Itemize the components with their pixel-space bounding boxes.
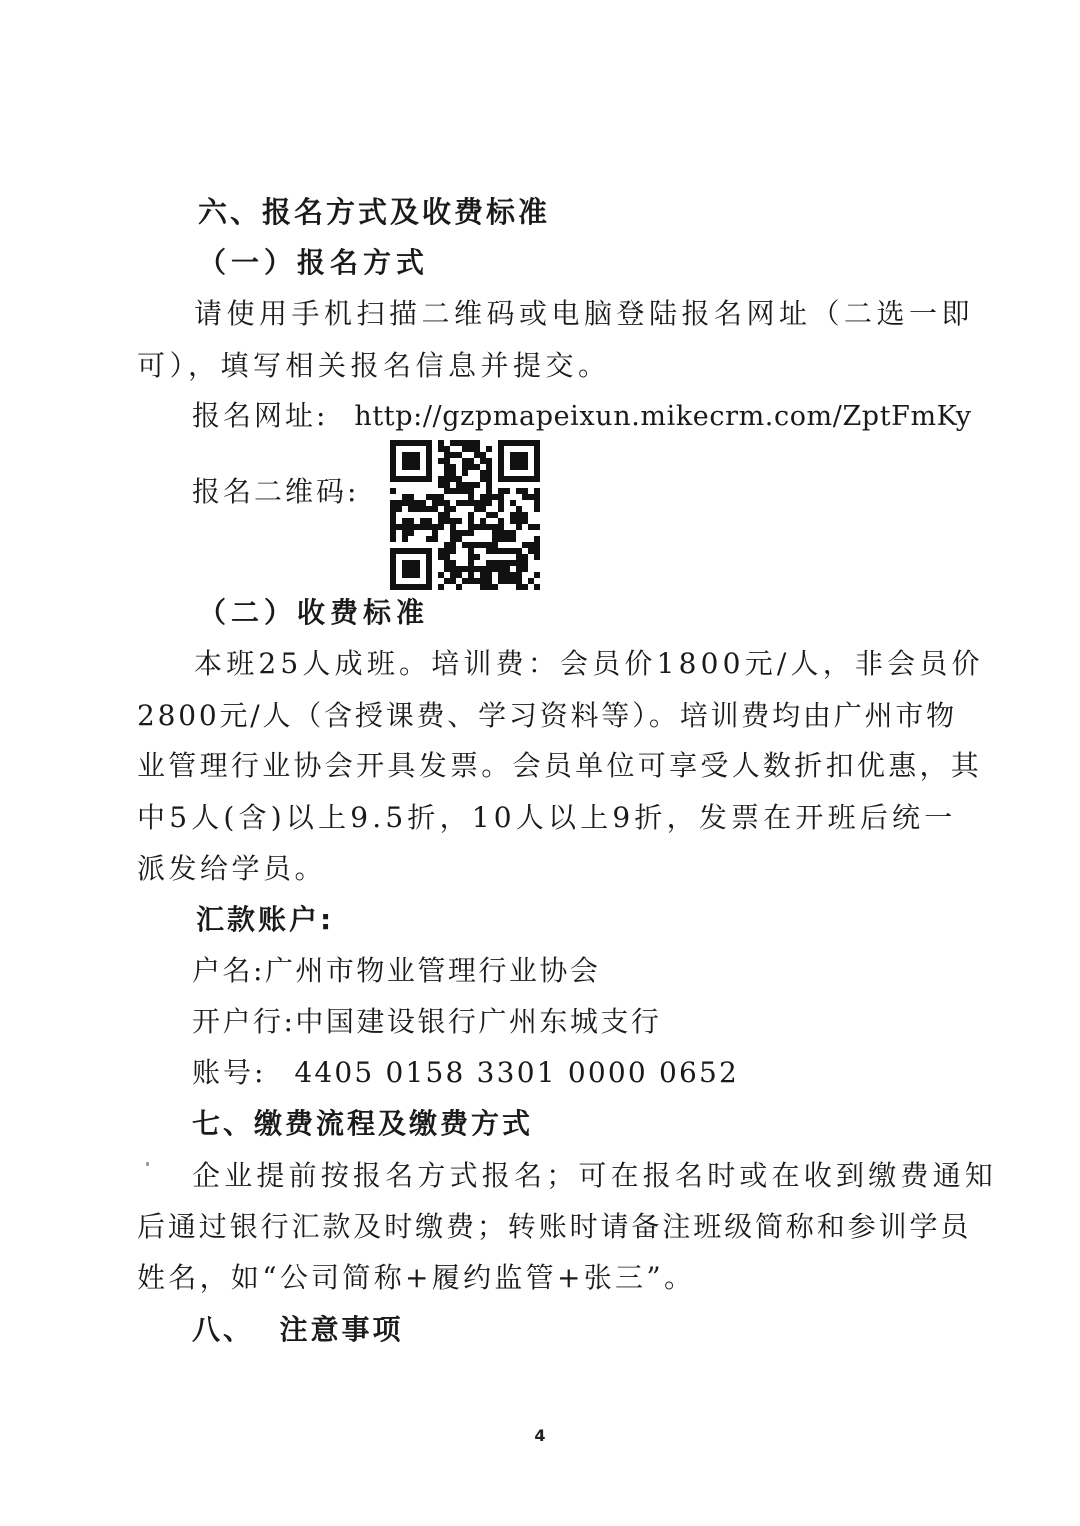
paragraph-line: 业管理行业协会开具发票。会员单位可享受人数折扣优惠，其 [137,749,983,782]
paragraph-line: 后通过银行汇款及时缴费；转账时请备注班级简称和参训学员 [137,1210,972,1243]
paragraph-line: 2800元/人（含授课费、学习资料等）。培训费均由广州市物 [137,699,957,732]
paragraph-line: 派发给学员。 [137,852,327,885]
section-6-heading: 六、报名方式及收费标准 [198,195,551,229]
qr-code-icon[interactable] [390,440,540,590]
paragraph-line: 姓名，如“公司简称+履约监管+张三”。 [137,1261,696,1294]
account-bank: 开户行:中国建设银行广州东城支行 [192,1005,662,1038]
subsection-1-heading: （一）报名方式 [198,246,430,279]
paragraph-line: 请使用手机扫描二维码或电脑登陆报名网址（二选一即 [194,297,975,330]
url-row [192,396,972,437]
section-8-heading: 八、 注意事项 [192,1313,404,1346]
qr-label: 报名二维码: [192,475,360,508]
paragraph-line: 中5人(含)以上9.5折，10人以上9折，发票在开班后统一 [137,801,957,834]
account-name: 户名:广州市物业管理行业协会 [192,954,601,987]
scan-speck [146,1162,149,1166]
section-7-heading: 七、缴费流程及缴费方式 [192,1107,534,1140]
account-number-label: 账号: [192,1056,267,1089]
registration-url[interactable]: http://gzpmapeixun.mikecrm.com/ZptFmKy [354,401,972,432]
paragraph-line: 本班25人成班。培训费：会员价1800元/人，非会员价 [194,647,984,680]
account-number-row [192,1053,739,1093]
url-label: 报名网址: [192,399,329,432]
subsection-2-heading: （二）收费标准 [198,596,430,629]
paragraph-line: 企业提前按报名方式报名；可在报名时或在收到缴费通知 [192,1159,998,1192]
account-heading: 汇款账户: [196,903,335,936]
paragraph-line: 可），填写相关报名信息并提交。 [137,349,611,382]
page-number: 4 [534,1426,546,1445]
account-number: 4405 0158 3301 0000 0652 [294,1056,740,1089]
